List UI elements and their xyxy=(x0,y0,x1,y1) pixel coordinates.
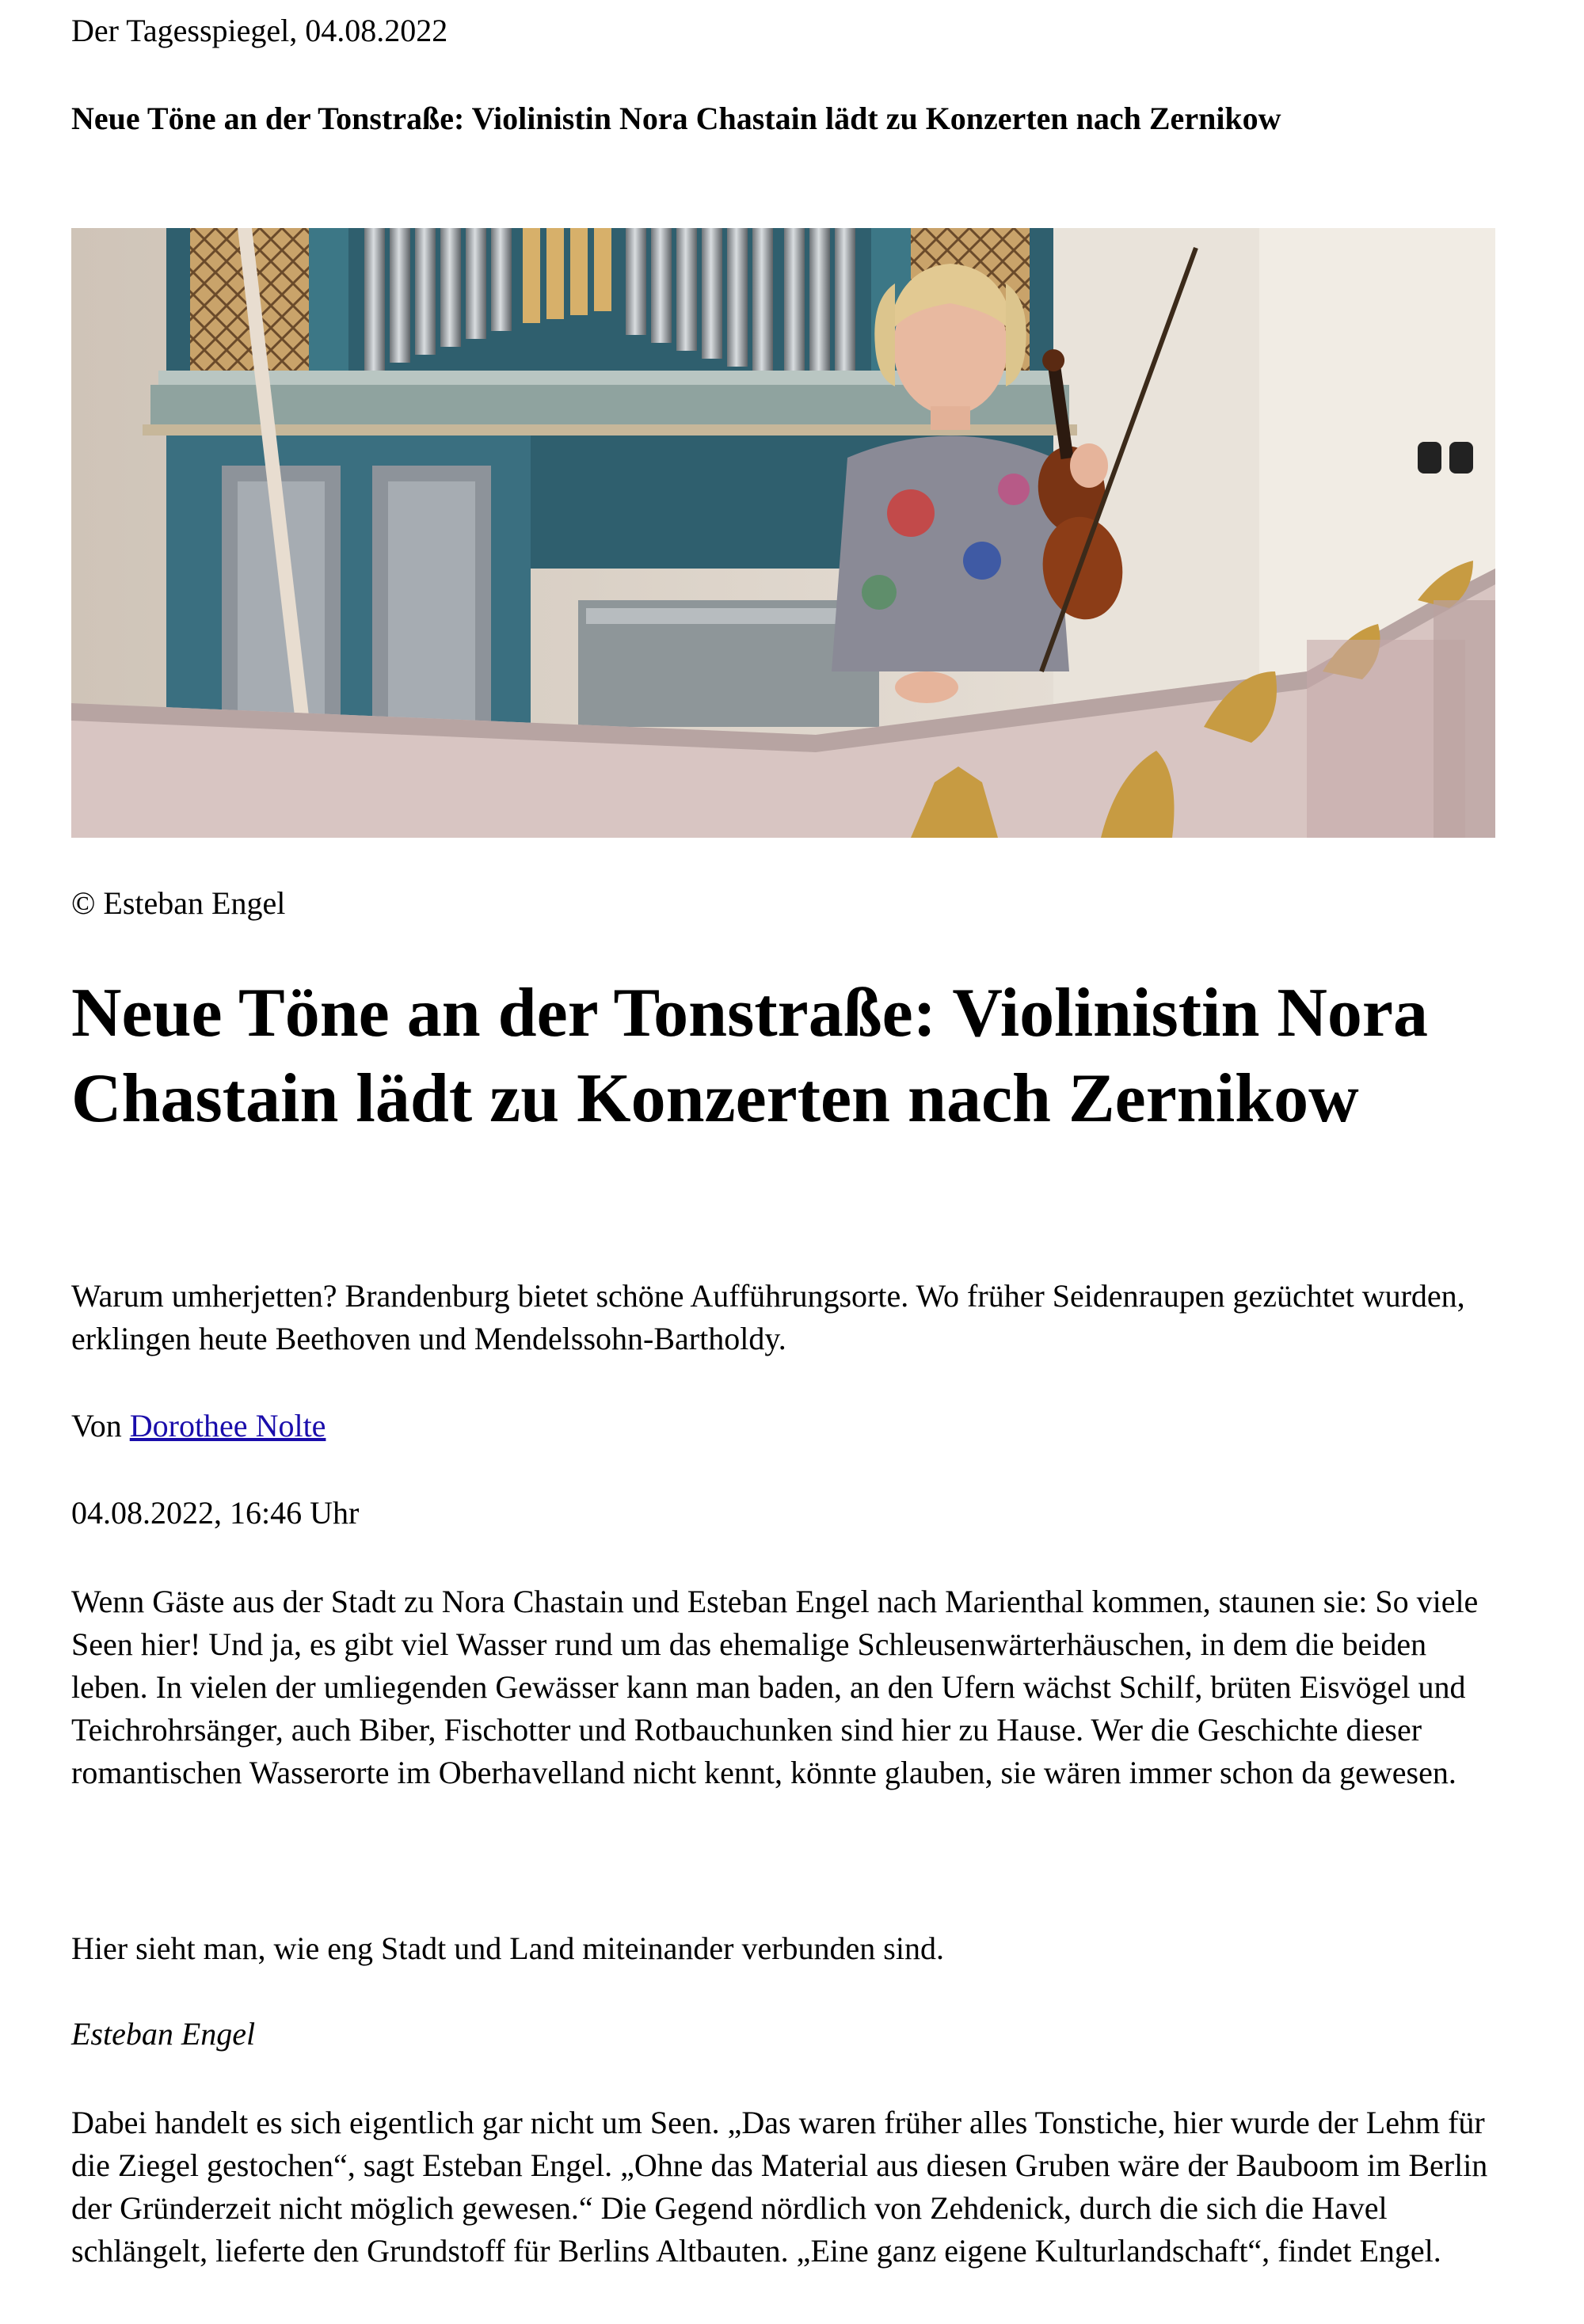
author-link[interactable]: Dorothee Nolte xyxy=(129,1408,326,1443)
source-line: Der Tagesspiegel, 04.08.2022 xyxy=(71,13,448,48)
article-photo xyxy=(71,228,1495,838)
photo-credit: © Esteban Engel xyxy=(71,885,286,921)
body-paragraph-1: Wenn Gäste aus der Stadt zu Nora Chastain und Esteban Engel nach Marienthal kommen, staunen sie: So viele Seen hier! Und ja, es gibt viel Wasser rund um das ehemalige Schleusenwärterhäuschen, in dem die beiden leben. In vielen der umliegenden Gewässer kann man baden, an den Ufern wächst Schilf, brüten Eisvögel und Teichrohrsänger, auch Biber, Fischotter und Rotbauchunken sind hier zu Hause. Wer die Geschichte dieser romantischen Wasserorte im Oberhavelland nicht kennt, könnte glauben, sie wären immer schon da gewesen. xyxy=(71,1584,1479,1790)
publish-date: 04.08.2022, 16:46 Uhr xyxy=(71,1495,360,1531)
byline-prefix: Von xyxy=(71,1408,122,1443)
article-teaser: Warum umherjetten? Brandenburg bietet schöne Aufführungsorte. Wo früher Seidenraupen gezüchtet wurden, erklingen heute Beethoven und Mendelssohn-Bartholdy. xyxy=(71,1278,1465,1356)
quote-credit: Esteban Engel xyxy=(71,2016,256,2052)
article-title: Neue Töne an der Tonstraße: Violinistin Nora Chastain lädt zu Konzerten nach Zernikow xyxy=(71,975,1428,1137)
top-headline: Neue Töne an der Tonstraße: Violinistin Nora Chastain lädt zu Konzerten nach Zernikow xyxy=(71,101,1281,136)
photo-violinist-at-organ xyxy=(71,228,1495,838)
byline xyxy=(71,1406,326,1446)
body-paragraph-3: Dabei handelt es sich eigentlich gar nicht um Seen. „Das waren früher alles Tonstiche, hier wurde der Lehm für die Ziegel gestochen“, sagt Esteban Engel. „Ohne das Material aus diesen Gruben wäre der Bauboom im Berlin der Gründerzeit nicht möglich gewesen.“ Die Gegend nördlich von Zehdenick, durch die sich die Havel schlängelt, lieferte den Grundstoff für Berlins Altbauten. „Eine ganz eigene Kulturlandschaft“, findet Engel. xyxy=(71,2105,1488,2269)
body-paragraph-2: Hier sieht man, wie eng Stadt und Land miteinander verbunden sind. xyxy=(71,1930,944,1966)
